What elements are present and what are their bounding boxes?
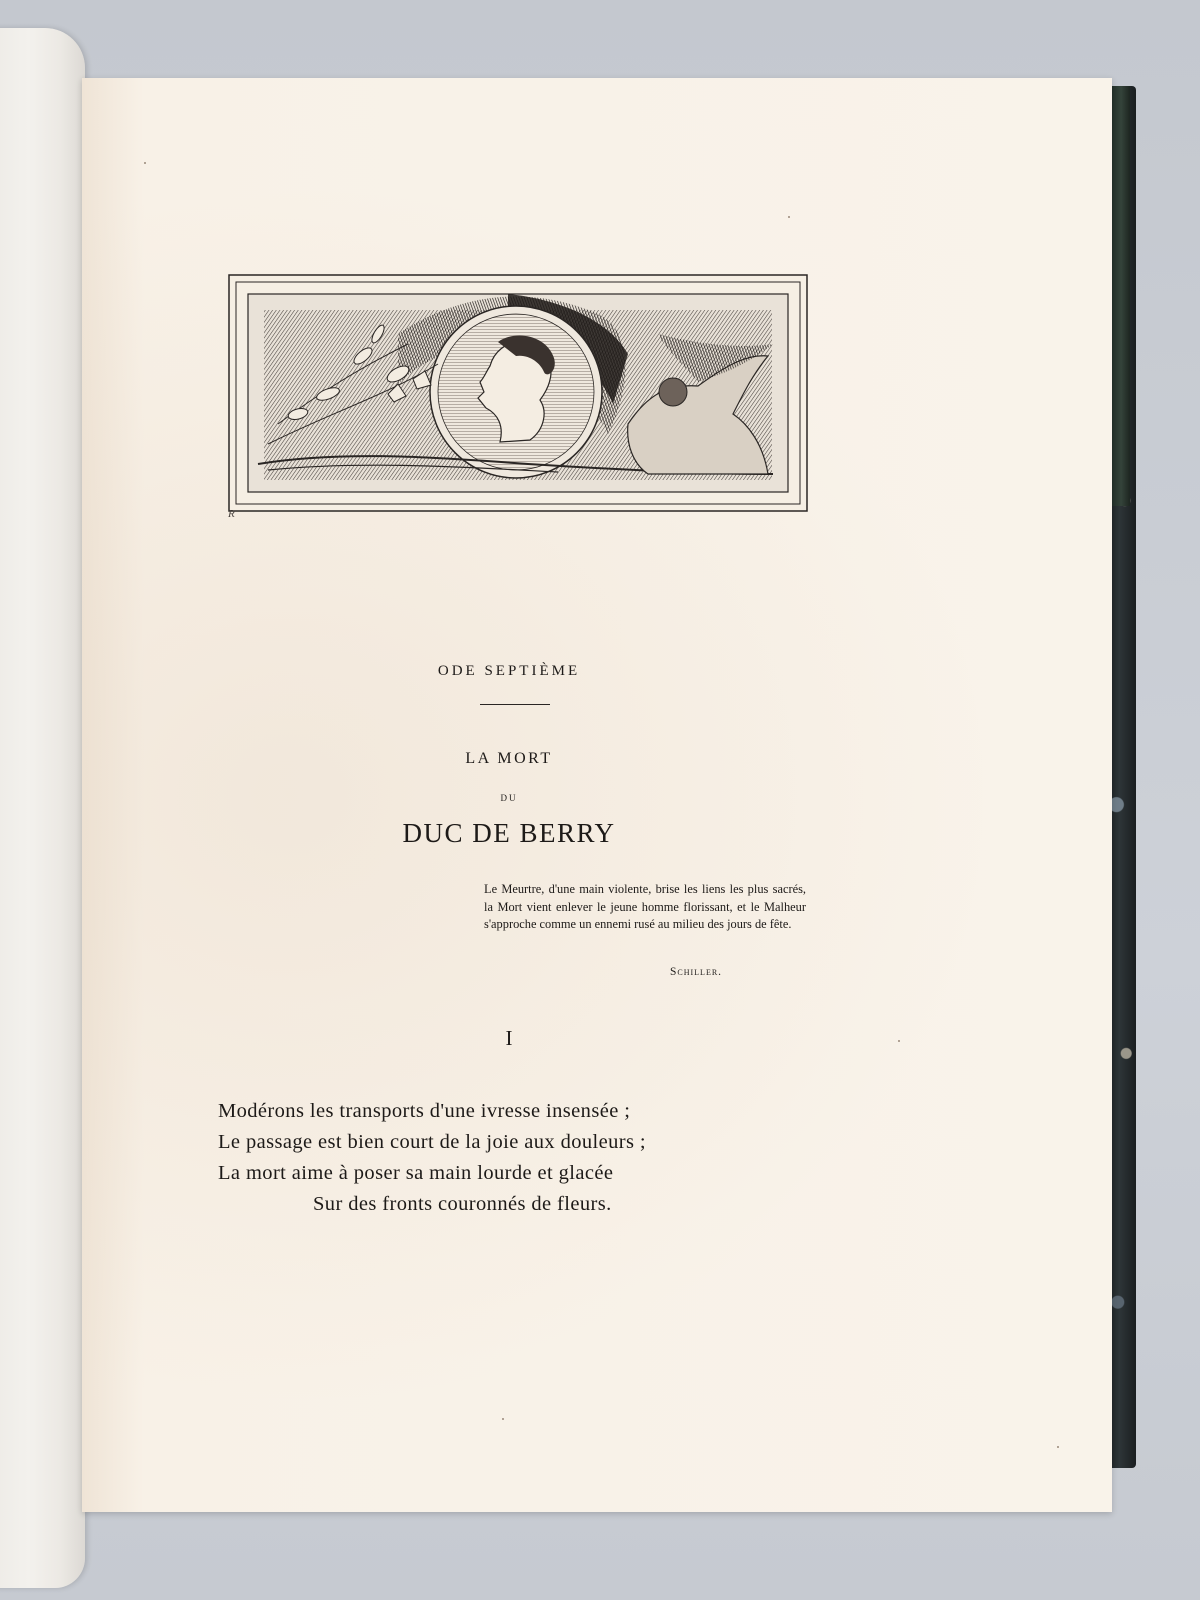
engraver-mark: R — [228, 508, 235, 520]
verse-line: Le passage est bien court de la joie aux douleurs ; — [218, 1131, 646, 1153]
title-rule — [480, 704, 550, 705]
page-title: DUC DE BERRY — [402, 818, 616, 848]
paper-speck — [144, 162, 146, 164]
verse-line: Sur des fronts couronnés de fleurs. — [313, 1193, 612, 1215]
title-line-1: LA MORT — [465, 750, 553, 767]
previous-page-edge — [0, 28, 85, 1588]
epigraph-text: Le Meurtre, d'une main violente, brise les liens les plus sacrés, la Mort vient enlever le jeune homme florissant, et le Malheur s'approche comme un ennemi rusé au milieu des jours de fête. — [484, 882, 806, 931]
section-number: I — [505, 1026, 513, 1050]
title-line-2: DU — [500, 793, 518, 803]
paper-speck — [898, 1040, 900, 1042]
paper-speck — [1057, 1446, 1059, 1448]
epigraph-author: Schiller. — [670, 966, 723, 978]
paper-speck — [502, 1418, 504, 1420]
verse-line: Modérons les transports d'une ivresse insensée ; — [218, 1100, 631, 1122]
book-page — [82, 78, 1112, 1512]
stanza — [218, 1096, 838, 1220]
ode-label: ODE SEPTIÈME — [437, 663, 581, 679]
verse-line: La mort aime à poser sa main lourde et glacée — [218, 1162, 614, 1184]
paper-speck — [788, 216, 790, 218]
engraved-vignette — [228, 274, 808, 512]
